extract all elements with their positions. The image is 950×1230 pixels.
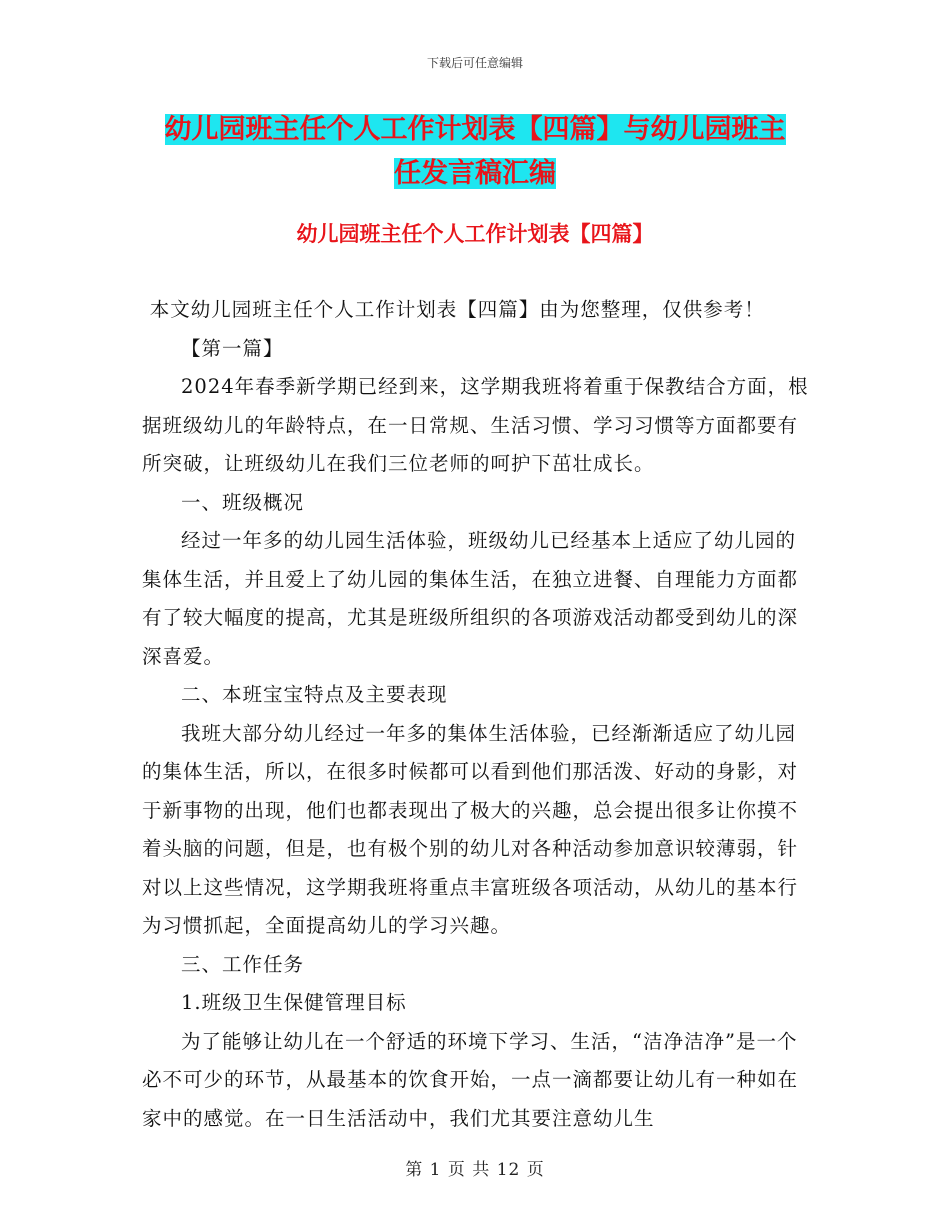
subheading: 一、班级概况 [181, 490, 305, 514]
page-footer: 第 1 页 共 12 页 [405, 1160, 545, 1180]
document-title-line-2: 任发言稿汇编 [394, 158, 556, 189]
subheading: 三、工作任务 [181, 952, 305, 976]
body-paragraph: 为了能够让幼儿在一个舒适的环境下学习、生活，“洁净洁净”是一个必不可少的环节，从最基本的饮食开始，一点一滴都要让幼儿有一种如在家中的感觉。在一日生活活动中，我们尤其要注意幼儿生 [142, 1029, 799, 1130]
body-paragraph: 我班大部分幼儿经过一年多的集体生活体验，已经渐渐适应了幼儿园的集体生活，所以，在很多时候都可以看到他们那活泼、好动的身影，对于新事物的出现，他们也都表现出了极大的兴趣，总会提出很多让你摸不着头脑的问题，但是，也有极个别的幼儿对各种活动参加意识较薄弱，针对以上这些情况，这学期我班将重点丰富班级各项活动，从幼儿的基本行为习惯抓起，全面提高幼儿的学习兴趣。 [142, 721, 799, 937]
document-body [142, 291, 812, 1138]
body-paragraph: 经过一年多的幼儿园生活体验，班级幼儿已经基本上适应了幼儿园的集体生活，并且爱上了幼儿园的集体生活，在独立进餐、自理能力方面都有了较大幅度的提高，尤其是班级所组织的各项游戏活动都受到幼儿的深深喜爱。 [142, 529, 799, 668]
page-header: 下载后可任意编辑 [426, 56, 523, 70]
subheading: 二、本班宝宝特点及主要表现 [181, 683, 448, 706]
document-title-line-1: 幼儿园班主任个人工作计划表【四篇】与幼儿园班主 [164, 114, 786, 145]
part-heading: 【第一篇】 [181, 336, 284, 360]
subheading: 1.班级卫生保健管理目标 [181, 991, 407, 1014]
intro-paragraph: 本文幼儿园班主任个人工作计划表【四篇】由为您整理，仅供参考！ [149, 298, 765, 321]
document-title [140, 108, 810, 196]
body-paragraph: 2024年春季新学期已经到来，这学期我班将着重于保教结合方面，根据班级幼儿的年龄特点，在一日常规、生活习惯、学习习惯等方面都要有所突破，让班级幼儿在我们三位老师的呵护下茁壮成长。 [142, 375, 809, 475]
section-title: 幼儿园班主任个人工作计划表【四篇】 [296, 222, 654, 246]
